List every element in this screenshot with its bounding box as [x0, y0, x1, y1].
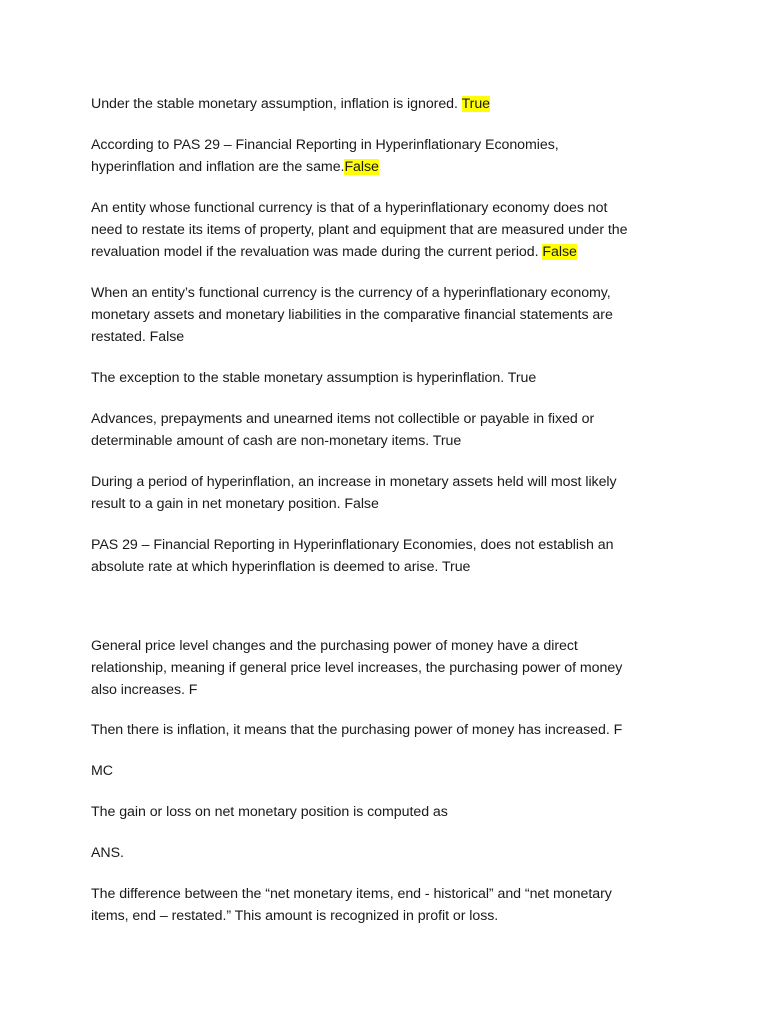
answer-highlight: False [542, 244, 577, 260]
text-line: MC [91, 763, 113, 779]
paragraph-13 [91, 842, 691, 864]
text-line [91, 241, 691, 263]
text-line: During a period of hyperinflation, an increase in monetary assets held will most likely [91, 474, 617, 490]
text-line: Advances, prepayments and unearned items not collectible or payable in fixed or [91, 411, 595, 427]
text-line: relationship, meaning if general price level increases, the purchasing power of money [91, 660, 623, 676]
answer-highlight: False [344, 159, 379, 175]
text-line: General price level changes and the purchasing power of money have a direct [91, 638, 578, 654]
text-line: monetary assets and monetary liabilities in the comparative financial statements are [91, 307, 613, 323]
paragraph-11 [91, 760, 691, 782]
paragraph-7 [91, 471, 691, 515]
line-text: revaluation model if the revaluation was made during the current period. [91, 244, 543, 260]
text-line: The exception to the stable monetary assumption is hyperinflation. True [91, 370, 537, 386]
text-line: ANS. [91, 845, 124, 861]
text-line: When an entity’s functional currency is the currency of a hyperinflationary economy, [91, 285, 611, 301]
line-text: Under the stable monetary assumption, inflation is ignored. [91, 96, 462, 112]
answer-highlight: True [461, 96, 491, 112]
paragraph-10 [91, 719, 691, 741]
paragraph-9 [91, 635, 691, 701]
text-line: result to a gain in net monetary position. False [91, 496, 379, 512]
text-line: restated. False [91, 329, 185, 345]
paragraph-5 [91, 367, 691, 389]
paragraph-6 [91, 408, 691, 452]
text-line: absolute rate at which hyperinflation is deemed to arise. True [91, 559, 471, 575]
paragraph-1 [91, 93, 691, 115]
text-line: also increases. F [91, 682, 198, 698]
text-line: An entity whose functional currency is that of a hyperinflationary economy does not [91, 200, 608, 216]
paragraph-14 [91, 883, 691, 927]
text-line: According to PAS 29 – Financial Reporting in Hyperinflationary Economies, [91, 137, 559, 153]
text-line: need to restate its items of property, plant and equipment that are measured under the [91, 222, 628, 238]
line-text: hyperinflation and inflation are the same. [91, 159, 345, 175]
paragraph-8 [91, 534, 691, 578]
paragraph-12 [91, 801, 691, 823]
paragraph-3 [91, 197, 691, 263]
text-line: The difference between the “net monetary items, end - historical” and “net monetary [91, 886, 612, 902]
text-line: The gain or loss on net monetary position is computed as [91, 804, 448, 820]
text-line: items, end – restated.” This amount is recognized in profit or loss. [91, 908, 499, 924]
paragraph-2 [91, 134, 691, 178]
text-line [91, 156, 691, 178]
text-line: determinable amount of cash are non-monetary items. True [91, 433, 462, 449]
text-line [91, 93, 691, 115]
text-line: Then there is inflation, it means that the purchasing power of money has increased. F [91, 722, 623, 738]
paragraph-4 [91, 282, 691, 348]
text-line: PAS 29 – Financial Reporting in Hyperinflationary Economies, does not establish an [91, 537, 614, 553]
